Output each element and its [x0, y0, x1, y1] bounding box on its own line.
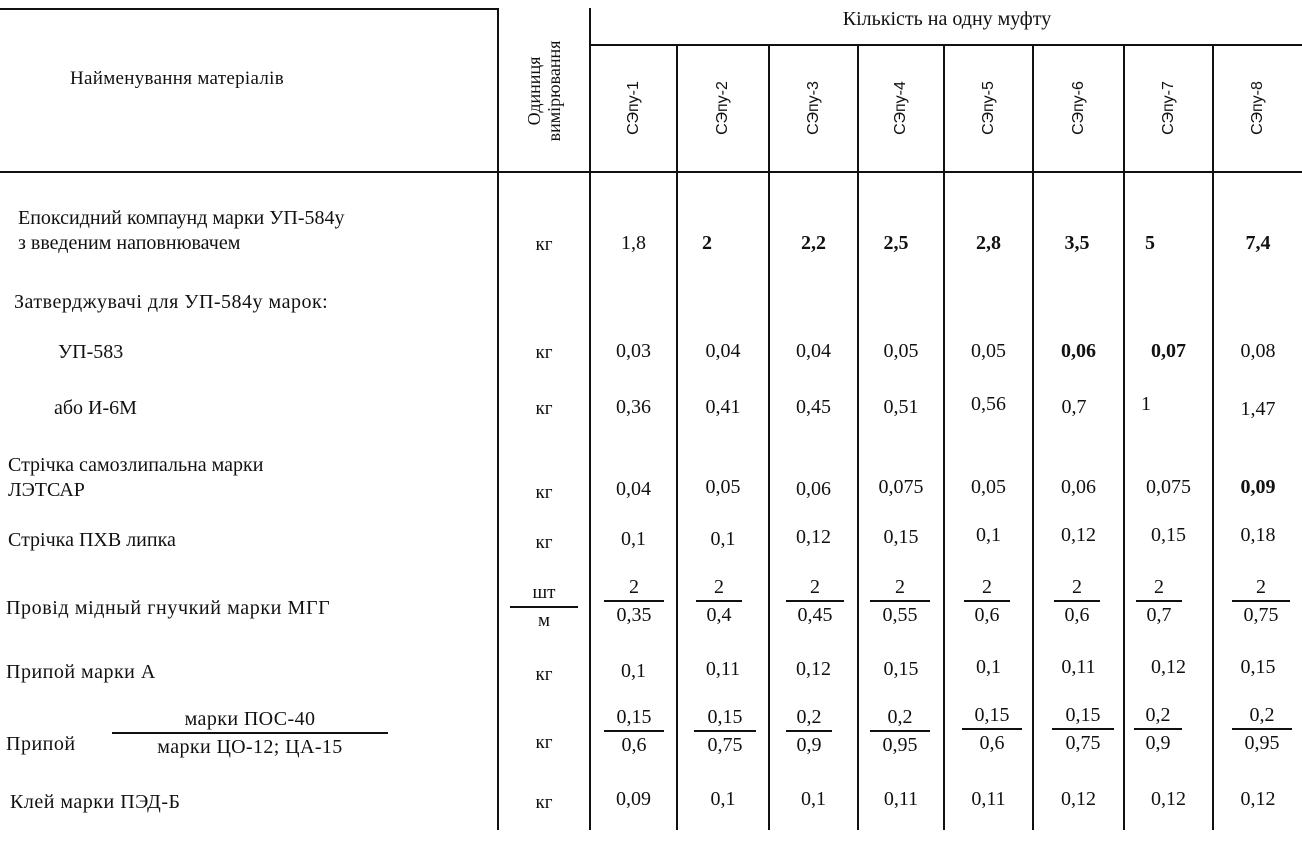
- value-fraction: $\frac{0,2}{0,95}$: [1232, 702, 1292, 756]
- value-cell: 0,075: [1146, 476, 1191, 498]
- column-header: СЭпу-7: [1159, 81, 1177, 135]
- value-fraction: $\frac{0,15}{0,6}$: [962, 702, 1022, 756]
- material-name: УП-583: [58, 341, 124, 363]
- value-cell: 0,11: [883, 788, 919, 810]
- material-name: Стрічка самозлипальна марки: [8, 454, 264, 476]
- value-cell: 0,09: [616, 788, 651, 810]
- material-unit: кг: [535, 234, 553, 255]
- value-cell: 0,12: [1061, 524, 1096, 546]
- value-cell: 0,11: [971, 788, 1006, 810]
- value-cell: 0,11: [1061, 656, 1096, 678]
- value-cell: 0,7: [1061, 396, 1087, 418]
- value-cell: 0,04: [705, 340, 741, 362]
- material-name: Стрічка ПХВ липка: [8, 529, 176, 551]
- material-group-heading: Затверджувачі для УП-584у марок:: [14, 291, 329, 313]
- value-cell: 0,05: [883, 340, 919, 362]
- material-name-prefix: Припой: [6, 733, 76, 755]
- value-cell: 0,15: [883, 526, 919, 548]
- header-name-column: Найменування матеріалів: [70, 68, 285, 89]
- value-cell: 0,1: [976, 524, 1001, 546]
- value-cell: 2,2: [801, 232, 826, 254]
- header-unit-line1: Одиниця: [524, 56, 544, 126]
- value-cell: 1: [1141, 393, 1151, 415]
- value-cell: 0,05: [971, 340, 1006, 362]
- value-cell: 0,04: [796, 340, 831, 362]
- value-cell: 2,5: [883, 232, 909, 254]
- value-cell: 1,47: [1240, 398, 1276, 420]
- material-unit: кг: [535, 664, 553, 685]
- value-cell: 0,1: [710, 788, 736, 810]
- value-cell: 0,12: [1151, 656, 1186, 678]
- value-cell: 0,12: [1240, 788, 1276, 810]
- material-name: Провід мідный гнучкий марки МГГ: [6, 597, 331, 619]
- material-name-fraction: [112, 706, 388, 760]
- value-cell: 2: [702, 232, 712, 254]
- top-rule: [0, 8, 498, 10]
- value-cell: 0,12: [1151, 788, 1186, 810]
- value-cell: 0,15: [1240, 656, 1276, 678]
- value-cell: 0,12: [796, 658, 831, 680]
- value-cell: 0,36: [616, 396, 651, 418]
- value-cell: 1,8: [621, 232, 646, 254]
- value-fraction: $\frac{2}{0,7}$: [1136, 574, 1182, 628]
- value-fraction: $\frac{0,2}{0,95}$: [870, 704, 930, 758]
- value-cell: 0,1: [710, 528, 736, 550]
- material-unit: кг: [535, 732, 553, 753]
- value-fraction: $\frac{2}{0,4}$: [696, 574, 742, 628]
- material-unit: кг: [535, 342, 553, 363]
- value-cell: 7,4: [1245, 232, 1271, 254]
- value-cell: 0,41: [705, 396, 741, 418]
- material-unit: кг: [535, 532, 553, 553]
- value-cell: 0,06: [1061, 340, 1096, 362]
- value-cell: 0,07: [1151, 340, 1186, 362]
- value-cell: 0,12: [1061, 788, 1096, 810]
- value-fraction: $\frac{2}{0,35}$: [604, 574, 664, 628]
- material-unit: кг: [535, 792, 553, 813]
- value-fraction: $\frac{0,15}{0,75}$: [1052, 702, 1114, 756]
- value-cell: 0,05: [971, 476, 1006, 498]
- value-cell: 0,075: [878, 476, 924, 498]
- column-header: СЭпу-6: [1069, 81, 1087, 135]
- value-fraction: $\frac{2}{0,45}$: [786, 574, 844, 628]
- header-qty-group: Кількість на одну муфту: [842, 8, 1052, 30]
- value-cell: 0,1: [976, 656, 1001, 678]
- value-fraction: $\frac{0,15}{0,75}$: [694, 704, 756, 758]
- value-fraction: $\frac{0,2}{0,9}$: [1134, 702, 1182, 756]
- value-cell: 0,51: [883, 396, 919, 418]
- material-name: Клей марки ПЭД-Б: [10, 791, 181, 813]
- value-cell: 0,1: [621, 528, 646, 550]
- value-cell: 3,5: [1064, 232, 1090, 254]
- material-name-cont: ЛЭТСАР: [8, 479, 85, 501]
- value-cell: 0,15: [1151, 524, 1186, 546]
- material-name-denominator: марки ЦО-12; ЦА-15: [157, 736, 343, 758]
- column-header: СЭпу-8: [1249, 81, 1266, 135]
- value-fraction: $\frac{0,2}{0,9}$: [786, 704, 832, 758]
- value-cell: 0,15: [883, 658, 919, 680]
- value-fraction: $\frac{0,15}{0,6}$: [604, 704, 664, 758]
- material-name: Епоксидний компаунд марки УП-584у: [18, 207, 345, 229]
- column-header: СЭпу-3: [804, 81, 822, 135]
- material-name: або И-6М: [54, 397, 137, 419]
- value-cell: 0,12: [796, 526, 831, 548]
- value-cell: 0,03: [616, 340, 651, 362]
- value-cell: 0,06: [1061, 476, 1096, 498]
- material-name-numerator: марки ПОС-40: [112, 706, 388, 734]
- value-cell: 0,09: [1240, 476, 1276, 498]
- value-cell: 0,1: [801, 788, 826, 810]
- column-header: СЭпу-2: [714, 81, 731, 135]
- value-cell: 0,56: [971, 393, 1006, 415]
- value-fraction: $\frac{2}{0,55}$: [870, 574, 930, 628]
- value-cell: 0,06: [796, 478, 831, 500]
- unit-denominator: м: [537, 610, 551, 631]
- value-cell: 0,04: [616, 478, 651, 500]
- value-cell: 0,1: [621, 660, 646, 682]
- value-cell: 0,18: [1240, 524, 1276, 546]
- value-cell: 0,08: [1240, 340, 1276, 362]
- value-cell: 0,11: [705, 658, 741, 680]
- material-name: Припой марки А: [6, 661, 156, 683]
- value-fraction: $\frac{2}{0,6}$: [964, 574, 1010, 628]
- unit-numerator: шт: [510, 580, 578, 608]
- column-header: СЭпу-4: [892, 81, 909, 135]
- value-fraction: $\frac{2}{0,6}$: [1054, 574, 1100, 628]
- value-cell: 0,05: [705, 476, 741, 498]
- column-header: СЭпу-5: [979, 81, 997, 135]
- header-bottom-rule: [0, 171, 1302, 173]
- material-name-cont: з введеним наповнювачем: [18, 232, 241, 254]
- value-cell: 0,45: [796, 396, 831, 418]
- divider-name-unit: [497, 8, 499, 830]
- value-cell: 2,8: [976, 232, 1001, 254]
- material-unit: кг: [535, 482, 553, 503]
- material-unit-fraction: [510, 580, 578, 634]
- value-cell: 5: [1145, 232, 1155, 254]
- material-unit: кг: [535, 398, 553, 419]
- column-header: СЭпу-1: [624, 81, 642, 135]
- value-fraction: $\frac{2}{0,75}$: [1232, 574, 1290, 628]
- header-unit-line2: вимірювання: [544, 40, 564, 142]
- header-unit-column: [500, 12, 588, 170]
